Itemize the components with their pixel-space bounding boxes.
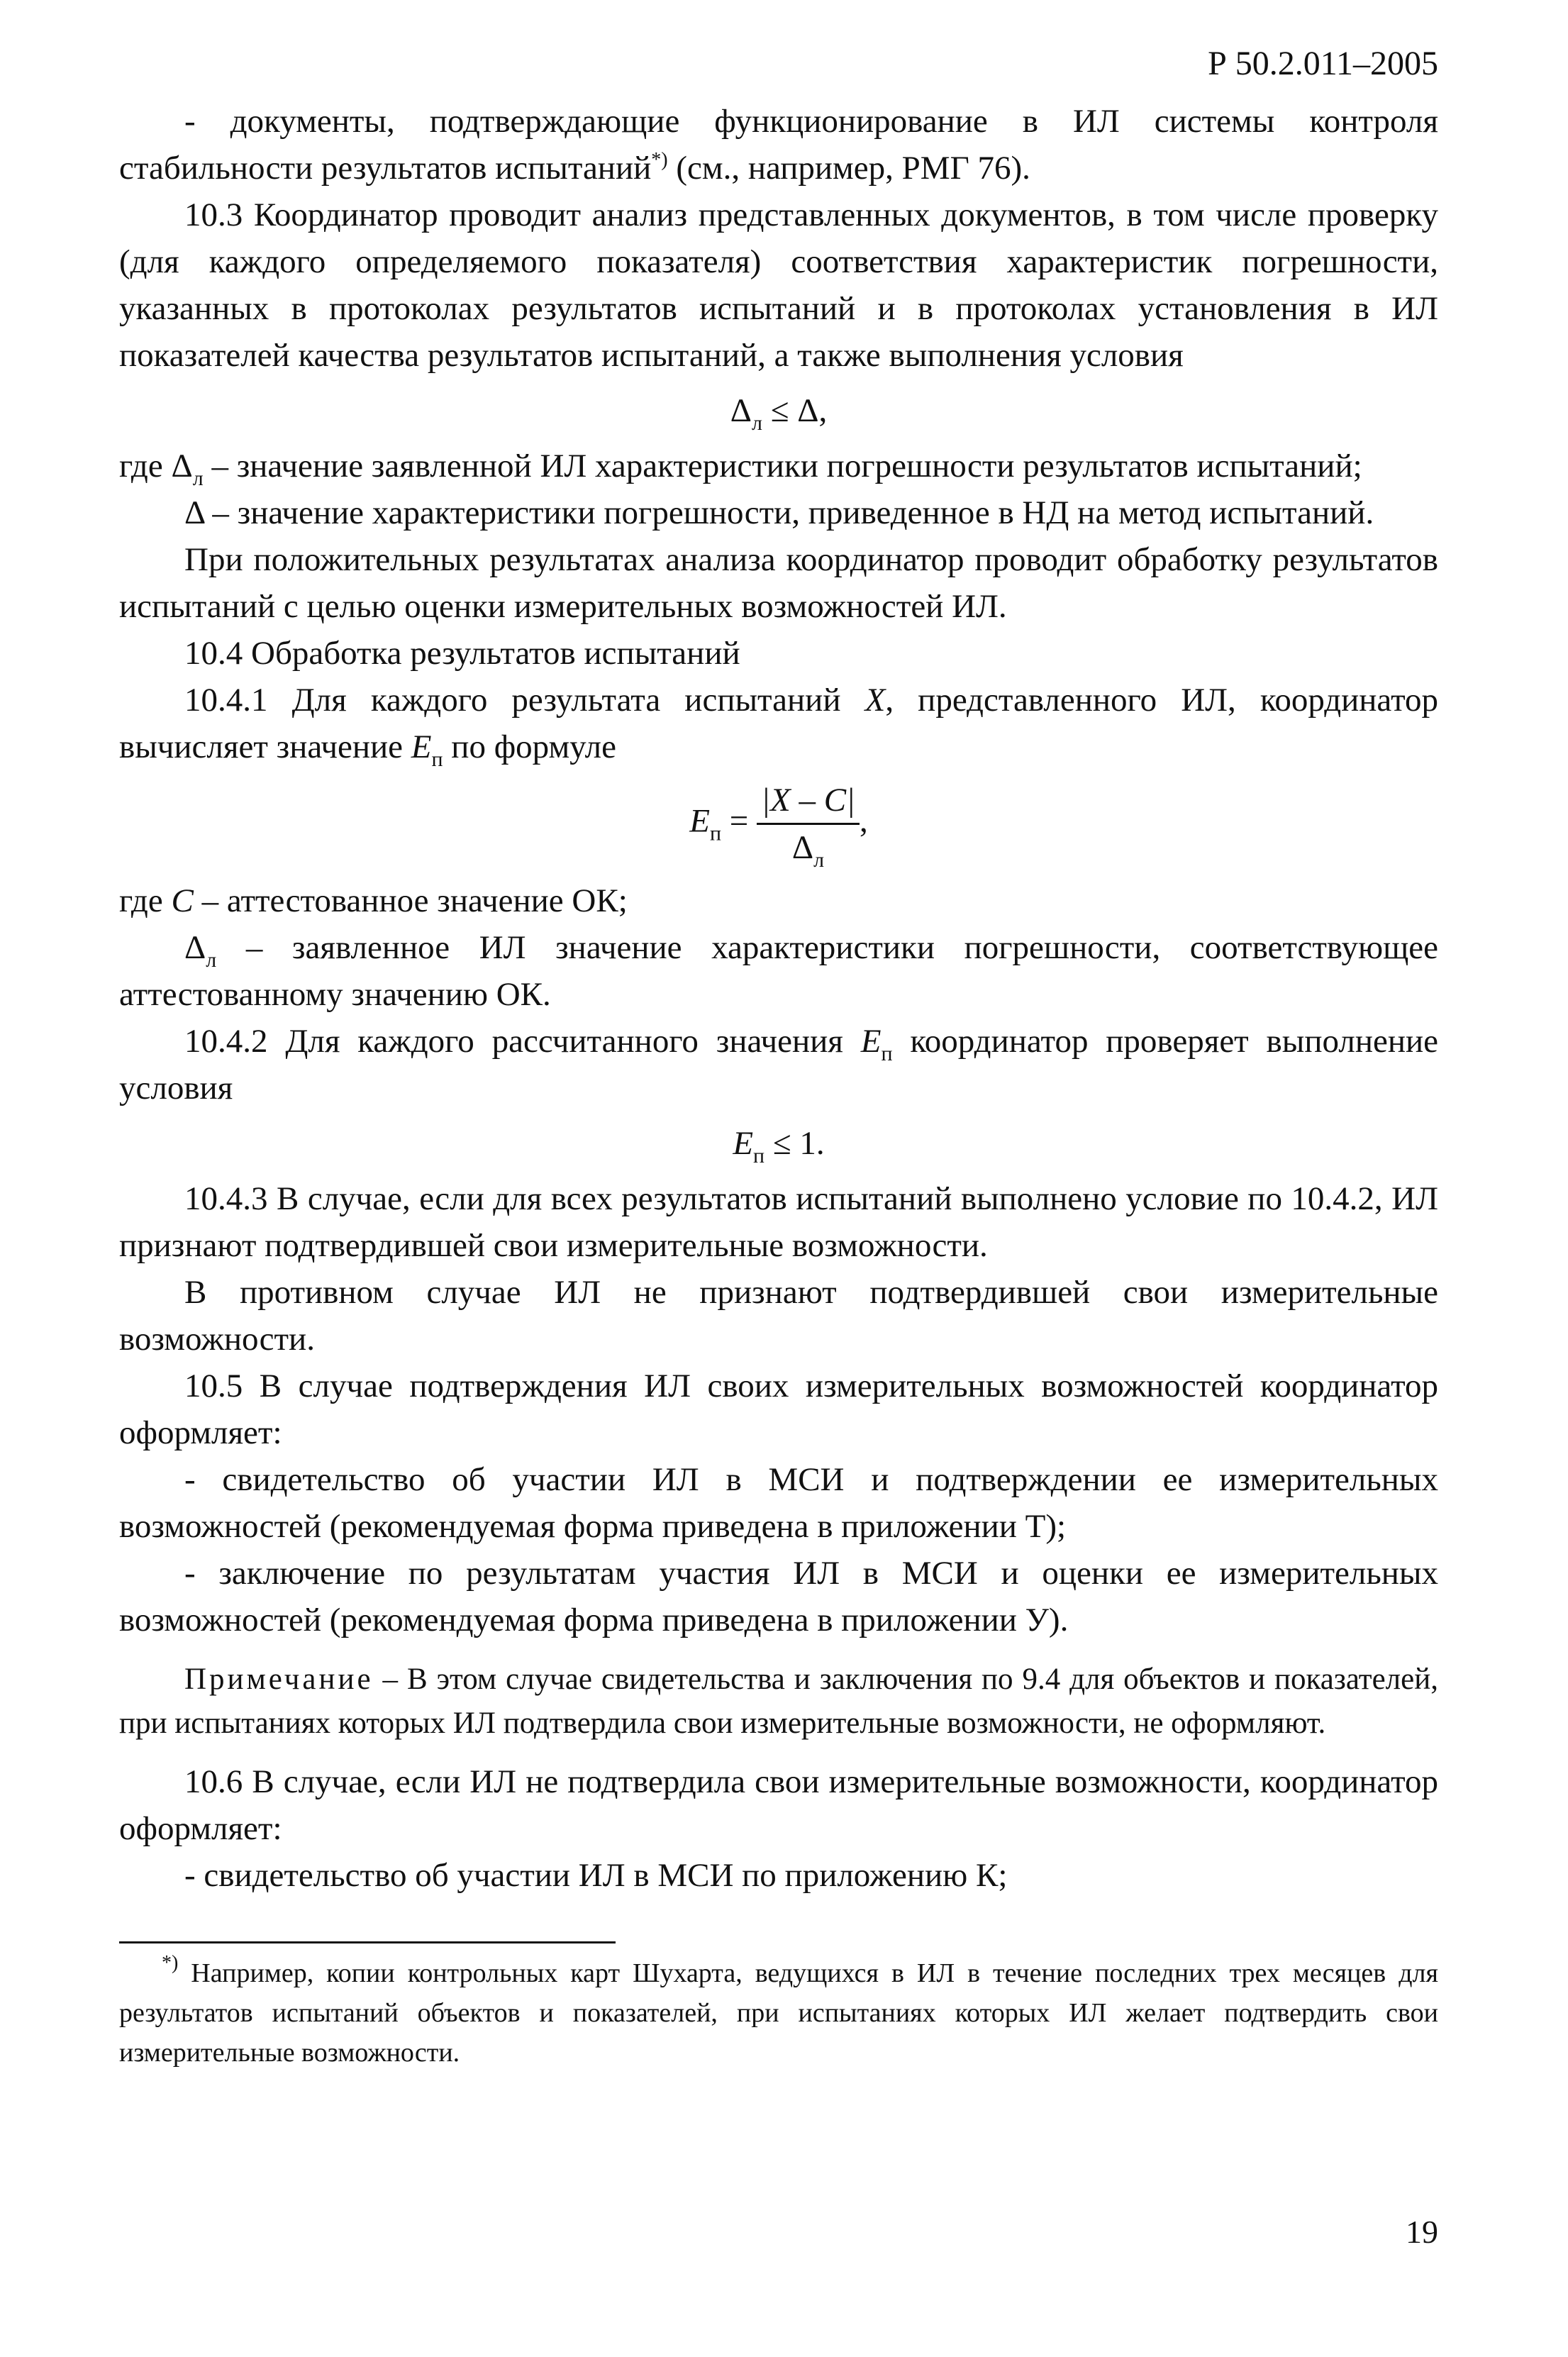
paragraph-text: – заявленное ИЛ значение характеристики погрешности, соответствующее аттестованному значению ОК. (119, 929, 1438, 1013)
footnote (119, 1953, 1438, 2073)
paragraph-where-c (119, 877, 1438, 924)
footnote-text: Например, копии контрольных карт Шухарта, ведущихся в ИЛ в течение последних трех месяцев для результатов испытаний объектов и показателей, при испытаниях которых ИЛ желает подтвердить свои измерительные возможности. (119, 1958, 1438, 2068)
list-item-certificate: - свидетельство об участии ИЛ в МСИ и подтверждении ее измерительных возможностей (рекомендуемая форма приведена в приложении Т); (119, 1461, 1438, 1545)
formula-subscript: п (881, 1042, 893, 1065)
formula-symbol: Δ (730, 392, 752, 429)
formula-symbol: E (689, 802, 710, 840)
paragraph-delta-l-declared (119, 924, 1438, 1018)
formula-subscript: п (431, 748, 443, 771)
formula-symbol: Δ (171, 448, 193, 484)
paragraph-10-3: 10.3 Координатор проводит анализ представленных документов, в том числе проверку (для каждого определяемого показателя) соответствия характеристик погрешности, указанных в протоколах результатов испытаний и в протоколах установления в ИЛ показателей качества результатов испытаний, а также выполнения условия (119, 196, 1438, 374)
paragraph-10-4-1 (119, 677, 1438, 770)
footnote-mark: *) (162, 1952, 179, 1974)
paragraph-otherwise: В противном случае ИЛ не признают подтвердившей свои измерительные возможности. (119, 1274, 1438, 1358)
paragraph-10-5: 10.5 В случае подтверждения ИЛ своих измерительных возможностей координатор оформляет: (119, 1368, 1438, 1451)
formula-symbol: Δ (184, 929, 206, 966)
footnote-divider (119, 1941, 616, 1943)
formula-subscript: п (753, 1144, 765, 1168)
note-text: – В этом случае свидетельства и заключения по 9.4 для объектов и показателей, при испытаниях которых ИЛ подтвердила свои измерительные возможности, не оформляют. (119, 1663, 1438, 1740)
page-number: 19 (1406, 2214, 1438, 2250)
paragraph-text: координатор проверяет выполнение условия (119, 1023, 1438, 1107)
formula-condition (119, 386, 1438, 436)
paragraph-text: - документы, подтверждающие функционирование в ИЛ системы контроля стабильности результатов испытаний (119, 103, 1438, 187)
variable-x: X (864, 682, 886, 719)
list-item-participation-certificate: - свидетельство об участии ИЛ в МСИ по приложению К; (184, 1857, 1008, 1894)
formula-en-condition (119, 1119, 1438, 1168)
formula-relation: ≤ 1. (764, 1125, 825, 1162)
paragraph-text: – аттестованное значение ОК; (193, 882, 628, 919)
paragraph-text: 10.4.1 Для каждого результата испытаний (184, 682, 865, 719)
list-item-conclusion: - заключение по результатам участия ИЛ в МСИ и оценки ее измерительных возможностей (рекомендуемая форма приведена в приложении У). (119, 1555, 1438, 1638)
formula-en (119, 777, 1438, 870)
formula-subscript: л (751, 411, 762, 435)
paragraph-documents (119, 98, 1438, 192)
paragraph-text: где (119, 882, 172, 919)
note (119, 1658, 1438, 1746)
note-label: Примечание (184, 1663, 374, 1696)
formula-subscript: п (709, 821, 722, 845)
paragraph-10-6: 10.6 В случае, если ИЛ не подтвердила свои измерительные возможности, координатор оформляет: (119, 1763, 1438, 1847)
paragraph-delta: Δ – значение характеристики погрешности, приведенное в НД на метод испытаний. (184, 494, 1374, 531)
formula-fraction (757, 777, 860, 870)
fraction-denominator (757, 825, 860, 870)
variable-e: E (860, 1023, 882, 1060)
formula-relation: ≤ Δ, (762, 392, 828, 429)
paragraph-text: где (119, 448, 172, 484)
formula-subscript: л (206, 948, 217, 972)
document-header: Р 50.2.011–2005 (1208, 45, 1438, 82)
formula-subscript: л (192, 467, 204, 490)
paragraph-text: , представленного ИЛ, координатор вычисляет значение (119, 682, 1438, 765)
formula-subscript: л (813, 848, 825, 872)
paragraph-text: 10.4.2 Для каждого рассчитанного значения (184, 1023, 861, 1060)
variable-e: E (411, 728, 432, 765)
formula-punctuation: , (859, 802, 868, 840)
document-page (119, 43, 1438, 2073)
section-heading-10-4: 10.4 Обработка результатов испытаний (184, 635, 740, 672)
paragraph-text: (см., например, РМГ 76). (667, 150, 1030, 187)
formula-symbol: E (733, 1125, 754, 1162)
footnote-reference: *) (651, 149, 668, 171)
formula-equals: = (721, 802, 757, 840)
fraction-numerator: |X – C| (757, 777, 860, 825)
paragraph-text: – значение заявленной ИЛ характеристики погрешности результатов испытаний; (203, 448, 1362, 484)
paragraph-10-4-3: 10.4.3 В случае, если для всех результатов испытаний выполнено условие по 10.4.2, ИЛ признают подтвердившей свои измерительные возможности. (119, 1180, 1438, 1264)
paragraph-where-delta-l (119, 443, 1438, 489)
paragraph-text: по формуле (443, 728, 616, 765)
formula-symbol: Δ (791, 829, 814, 866)
paragraph-positive-results: При положительных результатах анализа координатор проводит обработку результатов испытаний с целью оценки измерительных возможностей ИЛ. (119, 541, 1438, 625)
paragraph-10-4-2 (119, 1018, 1438, 1111)
variable-c: C (171, 882, 194, 919)
